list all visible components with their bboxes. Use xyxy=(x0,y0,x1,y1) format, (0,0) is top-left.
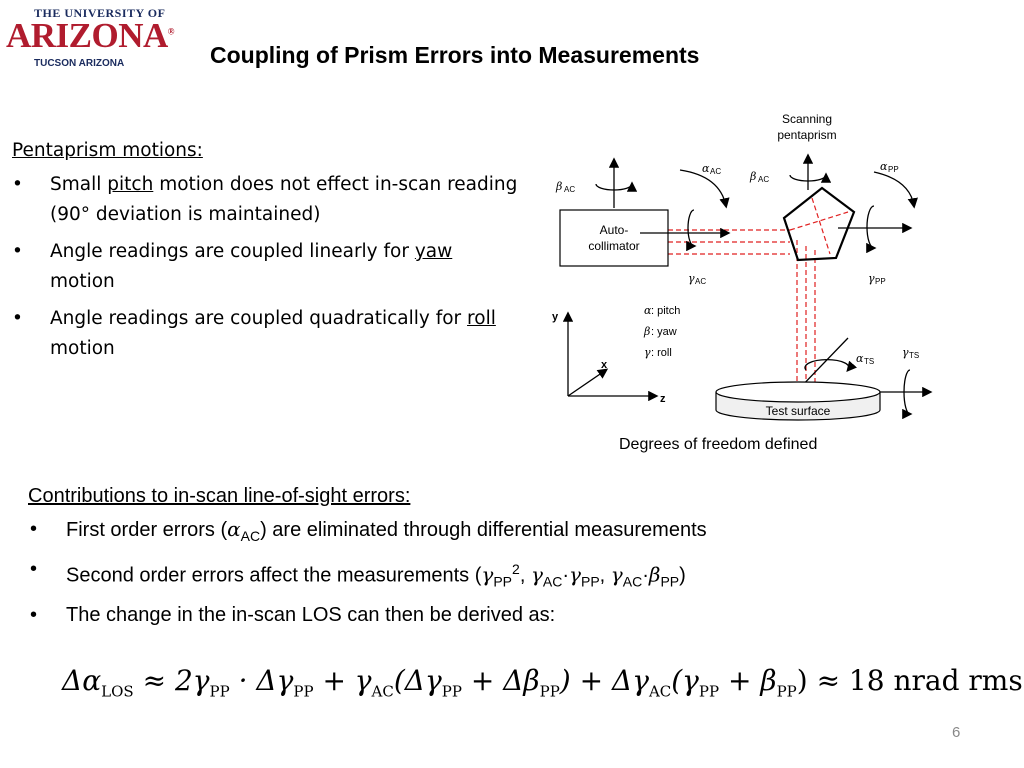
equation-lhs-sub: LOS xyxy=(101,682,134,701)
equation-sub-ac: AC xyxy=(371,682,394,701)
coordinate-axes xyxy=(568,314,656,396)
university-logo xyxy=(6,4,175,70)
bullet: • xyxy=(30,518,38,540)
page-number: 6 xyxy=(952,724,961,741)
equation-term-3: + γ xyxy=(313,664,372,697)
bullet: • xyxy=(30,603,38,626)
equation-sub-pp: PP xyxy=(776,682,797,701)
alpha-ac-symbol: α xyxy=(702,162,710,175)
pp-subscript: PP xyxy=(660,573,680,590)
logo-wordmark-text: ARIZONA xyxy=(6,16,168,55)
pitch-keyword: pitch xyxy=(107,174,154,195)
equation-term-6: ) + Δγ xyxy=(559,664,649,697)
pentaprism-motions-list xyxy=(12,170,522,364)
list-item-second-order xyxy=(28,553,988,599)
gamma-symbol: γ xyxy=(530,562,543,587)
beta-ac-left-symbol: β xyxy=(556,180,563,193)
pp-subscript: PP xyxy=(493,573,513,590)
equation-sub-pp: PP xyxy=(698,682,720,701)
pentaprism-motions-heading: Pentaprism motions: xyxy=(12,140,203,161)
equation-sub-pp: PP xyxy=(209,682,230,701)
close-paren: ) xyxy=(679,564,686,587)
roll-text-post: motion xyxy=(50,338,115,359)
legend-yaw: : yaw xyxy=(651,326,677,338)
gamma-symbol: γ xyxy=(610,562,623,587)
slide-title: Coupling of Prism Errors into Measurements xyxy=(210,42,700,68)
yaw-text-pre: Angle readings are coupled linearly for xyxy=(50,241,415,262)
logo-wordmark xyxy=(6,16,174,56)
axis-y-label: y xyxy=(552,311,559,323)
gamma-symbol: γ xyxy=(569,562,581,587)
equation-term-4: (Δγ xyxy=(393,664,442,697)
pitch-text-post: motion does not effect in-scan reading (90° deviation is maintained) xyxy=(50,174,518,225)
gamma-pp-symbol: γ xyxy=(868,272,875,285)
legend-pitch: : pitch xyxy=(651,305,681,317)
second-order-text-pre: Second order errors affect the measurements ( xyxy=(66,564,482,587)
degrees-of-freedom-diagram xyxy=(540,108,940,460)
gamma-ts-sub: TS xyxy=(909,351,920,360)
equation-result: ) ≈ 18 nrad rms xyxy=(796,664,1023,697)
roll-text-pre: Angle readings are coupled quadratically for xyxy=(50,308,468,329)
beta-ac-right-symbol: β xyxy=(750,170,757,183)
squared-superscript: 2 xyxy=(512,561,520,577)
gamma-ac-symbol: γ xyxy=(688,272,695,285)
equation-sub-pp: PP xyxy=(539,682,560,701)
pentaprism-label: pentaprism xyxy=(777,128,837,142)
legend-gamma: γ xyxy=(644,346,651,359)
gamma-ts-symbol: γ xyxy=(902,346,909,359)
dot-operator: · xyxy=(562,564,570,587)
list-item-pitch xyxy=(12,170,522,230)
alpha-pp-sub: PP xyxy=(888,165,899,174)
roll-keyword: roll xyxy=(467,308,496,329)
equation-term-8: + β xyxy=(719,664,777,697)
alpha-ts-symbol: α xyxy=(856,352,864,365)
gamma-pp-sub: PP xyxy=(875,277,886,286)
logo-line-1: THE UNIVERSITY OF xyxy=(34,6,166,20)
gamma-ac-sub: AC xyxy=(695,277,707,286)
equation-sub-pp: PP xyxy=(293,682,314,701)
alpha-ts-sub: TS xyxy=(864,357,875,366)
pp-subscript: PP xyxy=(580,573,600,590)
alpha-ac-sub: AC xyxy=(710,167,722,176)
ac-subscript: AC xyxy=(622,573,643,590)
pentaprism-motions-block xyxy=(12,136,522,371)
los-derivation-text: The change in the in-scan LOS can then be derived as: xyxy=(66,603,556,626)
logo-line-3: TUCSON ARIZONA xyxy=(34,58,125,69)
logo-registered-mark: ® xyxy=(167,26,175,37)
alpha-pp-symbol: α xyxy=(880,160,888,173)
equation-term-2: · Δγ xyxy=(229,664,294,697)
autocollimator-label-1: Auto- xyxy=(599,223,629,237)
equation-term-1: ≈ 2γ xyxy=(142,664,210,697)
angle-legend xyxy=(643,304,680,359)
pentaprism-shape xyxy=(784,188,854,260)
alpha-symbol: α xyxy=(227,517,241,541)
contributions-heading: Contributions to in-scan line-of-sight errors: xyxy=(28,485,411,507)
axis-x-label: x xyxy=(601,359,608,371)
list-item-yaw xyxy=(12,237,522,297)
legend-alpha: α xyxy=(644,304,652,317)
test-surface-label: Test surface xyxy=(765,404,831,418)
contributions-block xyxy=(28,480,988,632)
dot-operator: · xyxy=(642,564,649,587)
equation-sub-pp: PP xyxy=(441,682,462,701)
contributions-list xyxy=(28,513,988,632)
los-error-equation xyxy=(62,664,1023,701)
diagram-caption: Degrees of freedom defined xyxy=(619,436,818,453)
legend-roll: : roll xyxy=(651,347,672,359)
bullet: • xyxy=(12,308,23,329)
equation-term-7: (γ xyxy=(671,664,699,697)
bullet: • xyxy=(30,558,38,580)
axis-z-label: z xyxy=(660,393,666,405)
equation-lhs: Δα xyxy=(62,664,102,697)
gamma-symbol: γ xyxy=(481,562,494,587)
first-order-text-pre: First order errors ( xyxy=(66,519,228,541)
comma: , xyxy=(519,564,531,587)
equation-sub-ac: AC xyxy=(648,682,672,701)
scanning-label: Scanning xyxy=(781,112,833,126)
comma: , xyxy=(599,564,611,587)
ac-subscript: AC xyxy=(240,528,261,544)
beta-ac-right-sub: AC xyxy=(758,175,770,184)
equation-term-5: + Δβ xyxy=(461,664,540,697)
pitch-text-pre: Small xyxy=(50,174,108,195)
list-item-los-derivation xyxy=(28,599,988,632)
yaw-text-post: motion xyxy=(50,271,115,292)
beta-ac-left-sub: AC xyxy=(564,185,576,194)
laser-beams xyxy=(668,198,848,385)
autocollimator-box xyxy=(560,210,668,266)
list-item-first-order xyxy=(28,513,988,553)
beta-symbol: β xyxy=(648,562,661,587)
legend-beta: β xyxy=(644,325,651,338)
bullet: • xyxy=(12,174,23,195)
bullet: • xyxy=(12,241,23,262)
first-order-text-post: ) are eliminated through differential measurements xyxy=(260,519,707,541)
yaw-keyword: yaw xyxy=(414,241,453,262)
ac-subscript: AC xyxy=(542,573,563,590)
autocollimator-label-2: collimator xyxy=(588,239,640,253)
list-item-roll xyxy=(12,304,522,364)
